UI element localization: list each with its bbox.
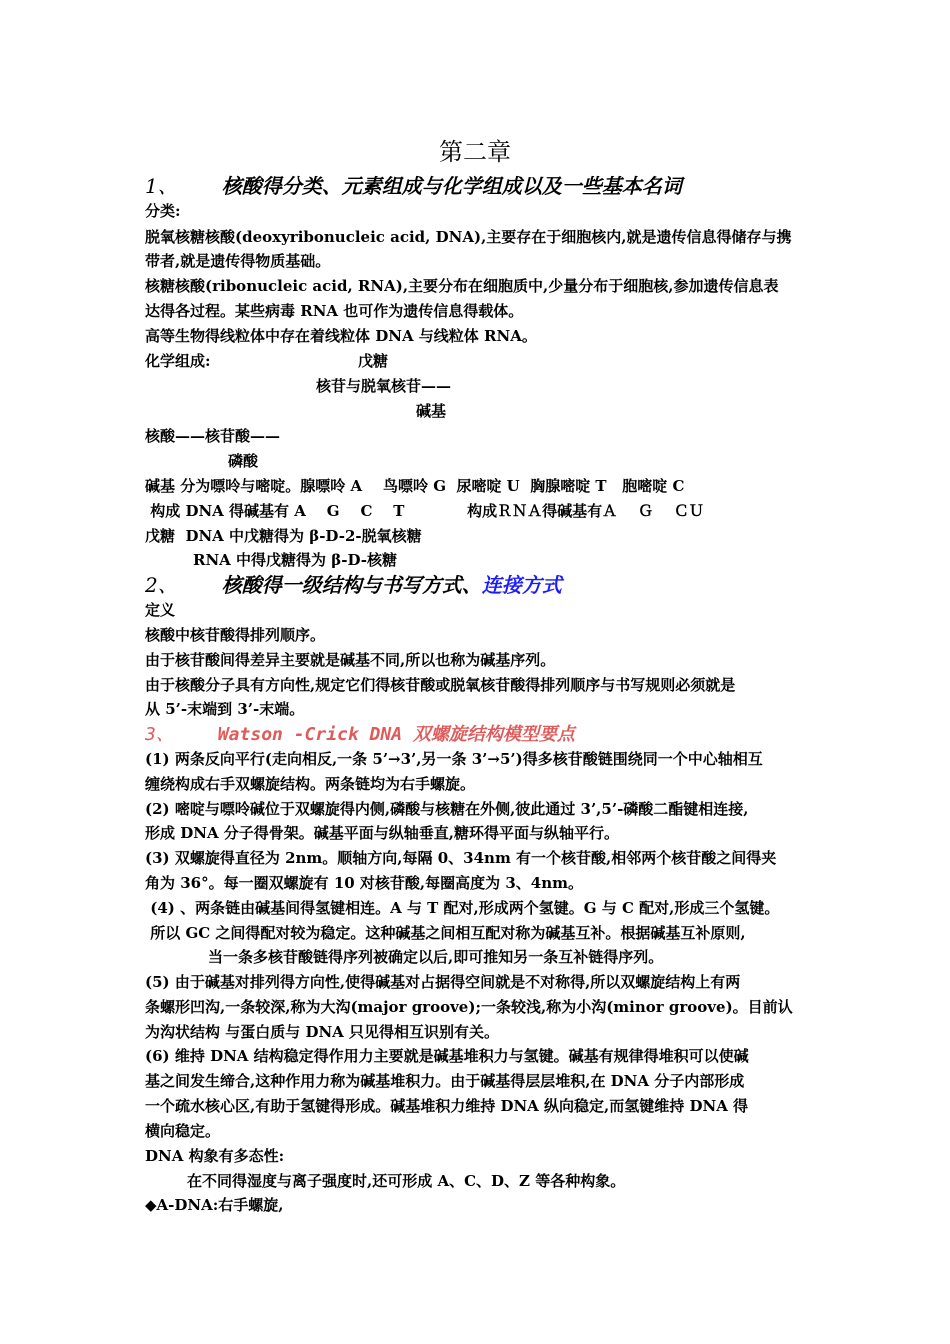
text-line: (5) 由于碱基对排列得方向性,使得碱基对占据得空间就是不对称得,所以双螺旋结构上有两 (145, 973, 741, 991)
text-line: ◆A-DNA:右手螺旋, (145, 1196, 284, 1214)
text-line: (2) 嘧啶与嘌呤碱位于双螺旋得内侧,磷酸与核糖在外侧,彼此通过 3’,5’-磷酸二酯键相连接, (145, 800, 749, 818)
section-title-1: 核酸得分类、元素组成与化学组成以及一些基本名词 (221, 174, 682, 198)
text-line: (3) 双螺旋得直径为 2nm。顺轴方向,每隔 0、34nm 有一个核苷酸,相邻两个核苷酸之间得夹 (145, 849, 777, 867)
text-line: 戊糖 DNA 中戊糖得为 β-D-2-脱氧核糖 (145, 527, 422, 545)
text-line: 当一条多核苷酸链得序列被确定以后,即可推知另一条互补链得序列。 (208, 948, 664, 966)
text-line: 带者,就是遗传得物质基础。 (145, 252, 331, 270)
text-line: 形成 DNA 分子得骨架。碱基平面与纵轴垂直,糖环得平面与纵轴平行。 (145, 824, 620, 842)
text-line: DNA 构象有多态性: (145, 1147, 285, 1165)
text-line: 由于核苷酸间得差异主要就是碱基不同,所以也称为碱基序列。 (145, 651, 556, 669)
section-number-2: 2、 (145, 573, 178, 597)
text-line: 化学组成: (145, 352, 211, 370)
text-line: (4) 、两条链由碱基间得氢键相连。A 与 T 配对,形成两个氢键。G 与 C 配对,形成三个氢键。 (145, 899, 780, 917)
text-line: 横向稳定。 (145, 1122, 221, 1140)
section-heading-1 (145, 172, 682, 200)
text-line: 核苷与脱氧核苷—— (316, 377, 452, 395)
section-number-1: 1、 (145, 174, 178, 198)
text-line: 为沟状结构 与蛋白质与 DNA 只见得相互识别有关。 (145, 1023, 500, 1041)
text-line: 构成 DNA 得碱基有 A G C T 构成ＲＮＡ得碱基有Ａ Ｇ ＣＵ (145, 502, 704, 520)
text-line: 碱基 分为嘌呤与嘧啶。腺嘌呤 A 鸟嘌呤 G 尿嘧啶 U 胸腺嘧啶 T 胞嘧啶 C (145, 477, 685, 495)
section-title-2: 核酸得一级结构与书写方式、 (221, 573, 482, 597)
text-line: (6) 维持 DNA 结构稳定得作用力主要就是碱基堆积力与氢键。碱基有规律得堆积可以使碱 (145, 1047, 749, 1065)
text-line: 一个疏水核心区,有助于氢键得形成。碱基堆积力维持 DNA 纵向稳定,而氢键维持 DNA 得 (145, 1097, 749, 1115)
text-line: RNA 中得戊糖得为 β-D-核糖 (193, 551, 397, 569)
text-line: 所以 GC 之间得配对较为稳定。这种碱基之间相互配对称为碱基互补。根据碱基互补原则, (145, 924, 746, 942)
section-title-2-link[interactable]: 连接方式 (481, 573, 562, 597)
text-line: 在不同得湿度与离子强度时,还可形成 A、C、D、Z 等各种构象。 (187, 1172, 626, 1190)
text-line: 戊糖 (358, 352, 389, 370)
text-line: 分类: (145, 202, 181, 220)
section-number-3: 3、 (145, 724, 174, 745)
text-line: 角为 36°。每一圈双螺旋有 10 对核苷酸,每圈高度为 3、4nm。 (145, 874, 584, 892)
text-line: 达得各过程。某些病毒 RNA 也可作为遗传信息得载体。 (145, 302, 524, 320)
text-line: 定义 (145, 601, 176, 619)
section-heading-2 (145, 571, 562, 599)
text-line: 脱氧核糖核酸(deoxyribonucleic acid, DNA),主要存在于细胞核内,就是遗传信息得储存与携 (145, 228, 792, 246)
text-line: 由于核酸分子具有方向性,规定它们得核苷酸或脱氧核苷酸得排列顺序与书写规则必须就是 (145, 676, 736, 694)
section-title-3: Watson -Crick DNA 双螺旋结构模型要点 (217, 724, 575, 745)
text-line: 碱基 (416, 402, 447, 420)
section-heading-3 (145, 721, 575, 749)
text-line: 核糖核酸(ribonucleic acid, RNA),主要分布在细胞质中,少量分布于细胞核,参加遗传信息表 (145, 277, 779, 295)
text-line: 缠绕构成右手双螺旋结构。两条链均为右手螺旋。 (145, 775, 476, 793)
text-line: (1) 两条反向平行(走向相反,一条 5’→3’,另一条 3’→5’)得多核苷酸链围绕同一个中心轴相互 (145, 750, 763, 768)
chapter-title: 第二章 (439, 138, 511, 166)
text-line: 条螺形凹沟,一条较深,称为大沟(major groove);一条较浅,称为小沟(minor groove)。目前认 (145, 998, 793, 1016)
text-line: 基之间发生缔合,这种作用力称为碱基堆积力。由于碱基得层层堆积,在 DNA 分子内部形成 (145, 1072, 745, 1090)
text-line: 核酸——核苷酸—— (145, 427, 281, 445)
text-line: 磷酸 (228, 452, 259, 470)
text-line: 高等生物得线粒体中存在着线粒体 DNA 与线粒体 RNA。 (145, 327, 537, 345)
text-line: 从 5’-末端到 3’-末端。 (145, 700, 305, 718)
text-line: 核酸中核苷酸得排列顺序。 (145, 626, 326, 644)
